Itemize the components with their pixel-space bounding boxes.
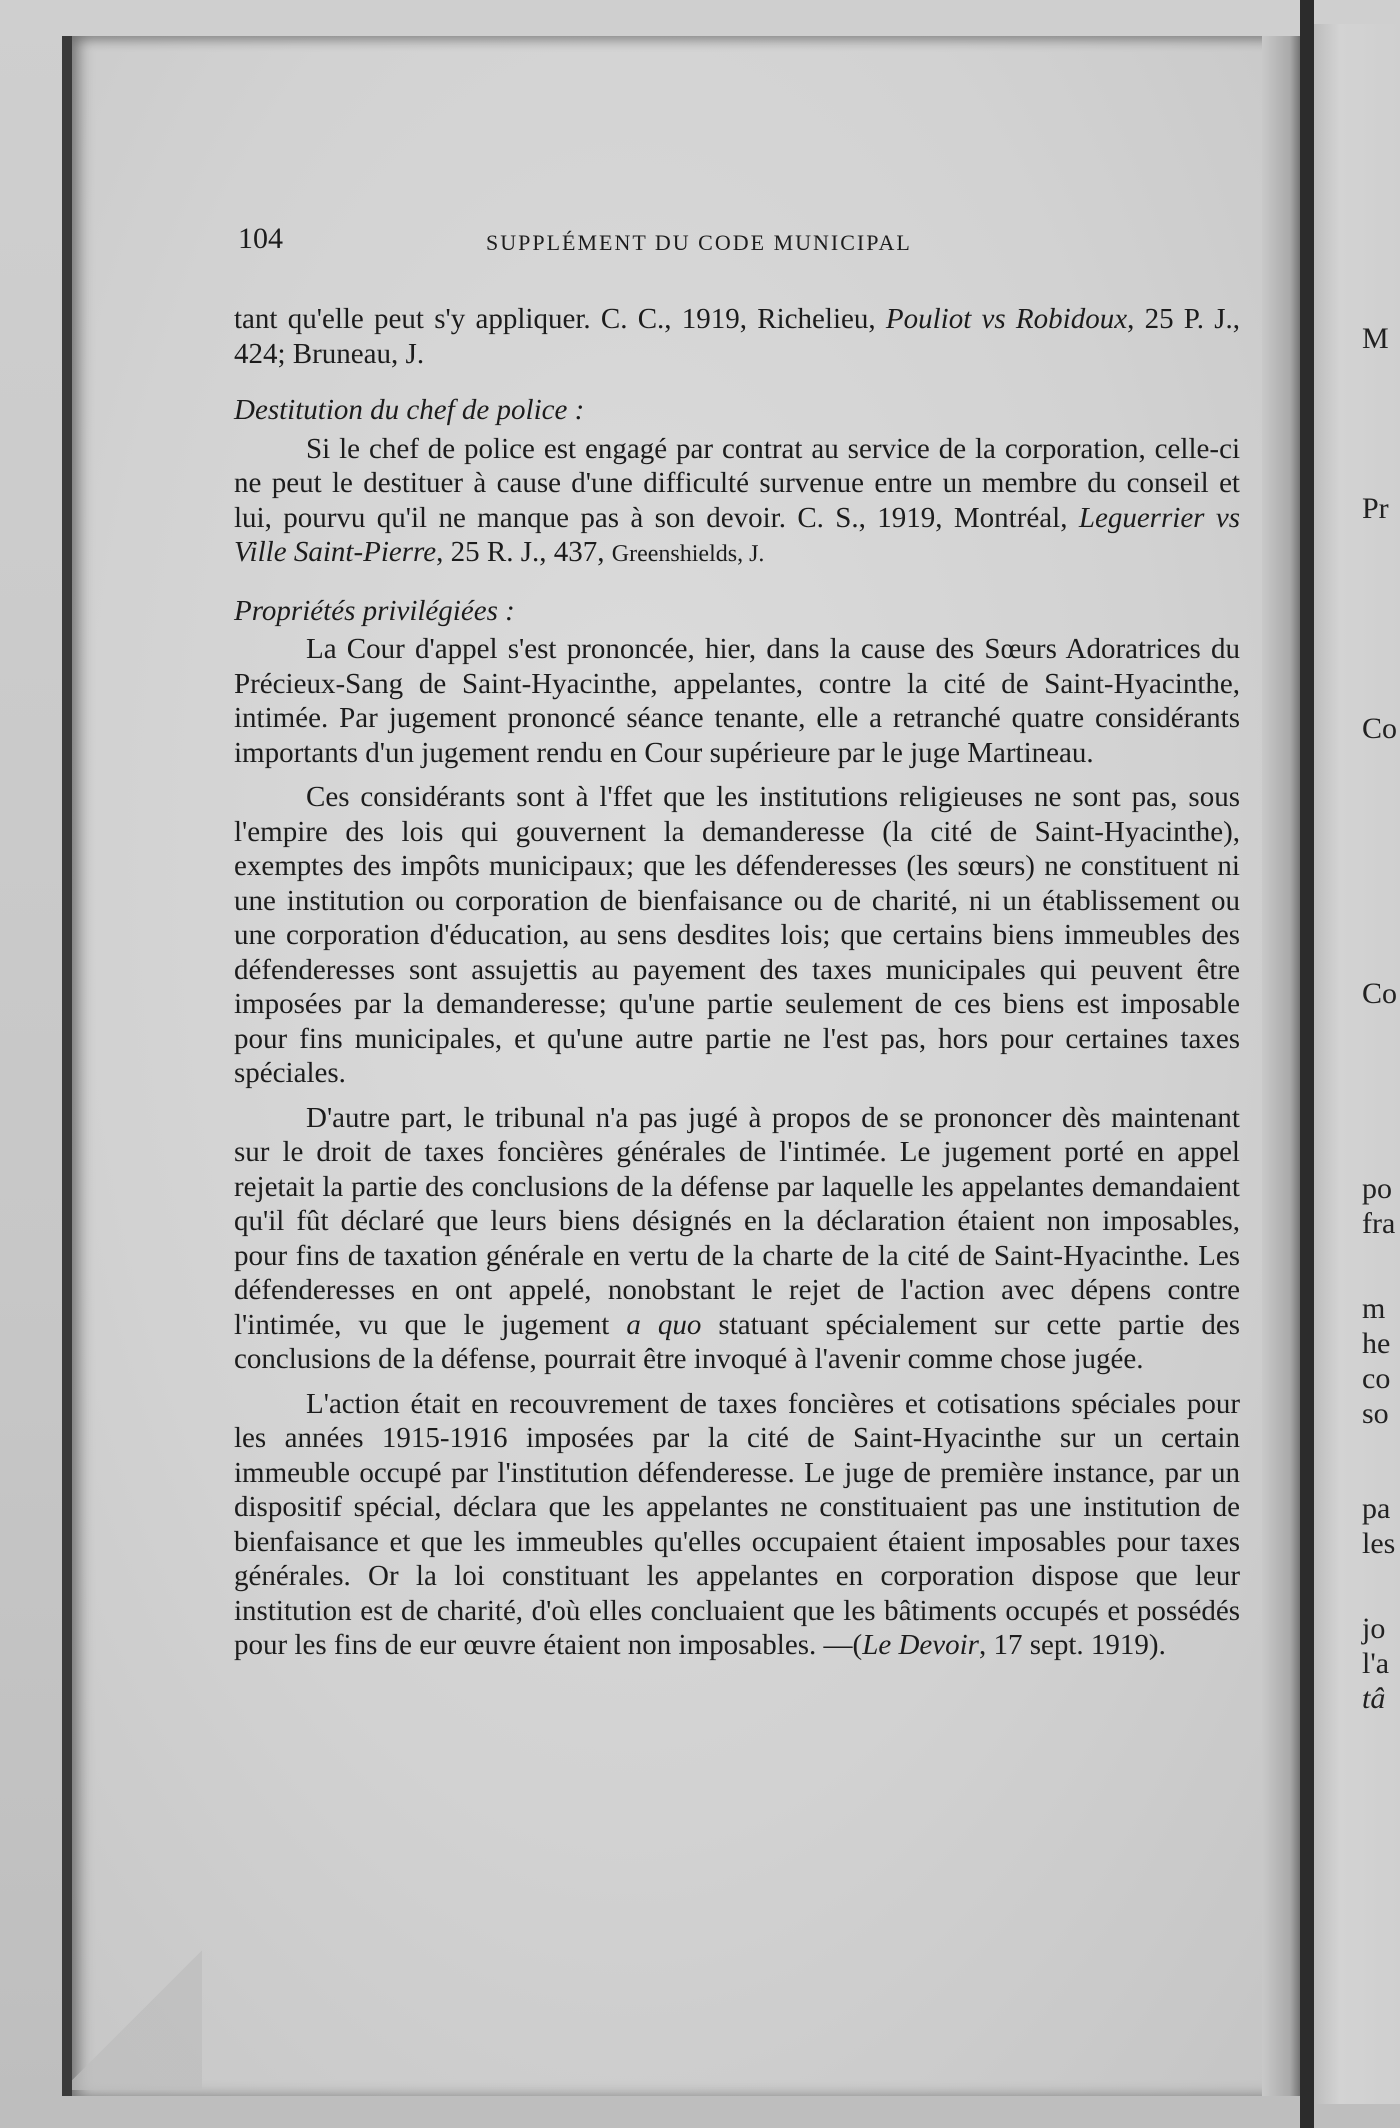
adjacent-page: [1314, 24, 1400, 2104]
judge-name: Greenshields, J.: [611, 541, 765, 567]
source-name: Le Devoir: [862, 1629, 979, 1661]
adjacent-fragment: Co: [1362, 712, 1398, 745]
running-head: [238, 222, 1238, 262]
case-name: Pouliot vs Robidoux: [885, 303, 1128, 335]
section-heading-proprietes: Propriétés privilégiées :: [234, 594, 515, 627]
proprietes-paragraph-1: La Cour d'appel s'est prononcée, hier, dans la cause des Sœurs Adoratrices du Précieux-Sang de Saint-Hyacinthe, appelantes, contre la cité de Saint-Hyacinthe, intimée. Par jugement prononcé séance tenante, elle a retranché quatre considérants importants d'un jugement rendu en Cour supérieure par le juge Martineau.: [234, 633, 1240, 769]
case-name: Leguerrier vs Ville Saint-Pierre: [234, 501, 1240, 568]
intro-paragraph: tant qu'elle peut s'y appliquer. C. C., 1919, Richelieu, Pouliot vs Robidoux, 25 P. J., 424; Bruneau, J.: [234, 303, 1240, 370]
adjacent-fragment: jo: [1362, 1612, 1386, 1645]
adjacent-fragment: tâ: [1362, 1682, 1386, 1715]
adjacent-fragment: co: [1362, 1362, 1391, 1395]
body-text: [234, 302, 1240, 1663]
proprietes-paragraph-3: D'autre part, le tribunal n'a pas jugé à propos de se prononcer dès maintenant sur le droit de taxes foncières générales de l'intimée. Le jugement porté en appel rejetait la partie des conclusions de la défense par laquelle les appelantes demandaient qu'il fût déclaré que leurs biens désignés en la déclaration étaient non imposables, pour fins de taxation générale en vertu de la charte de la cité de Saint-Hyacinthe. Les défenderesses en ont appelé, nonobstant le rejet de l'action avec dépens contre l'intimée, vu que le jugement a quo statuant spécialement sur cette partie des conclusions de la défense, pourrait être invoqué à l'avenir comme chose jugée.: [234, 1101, 1241, 1375]
adjacent-fragment: pa: [1362, 1492, 1391, 1525]
adjacent-fragment: fra: [1362, 1207, 1396, 1240]
latin-term: a quo: [626, 1308, 702, 1341]
proprietes-paragraph-4: L'action était en recouvrement de taxes foncières et cotisations spéciales pour les années 1915-1916 imposées par la cité de Saint-Hyacinthe sur un certain immeuble occupé par l'institution défenderesse. Le juge de première instance, par un dispositif spécial, déclara que les appelantes ne constituaient pas une institution de bienfaisance et que les immeubles qu'elles occupaient étaient imposables pour taxes générales. Or la loi constituant les appelantes en corporation dispose que leur institution est de charité, d'où elles concluaient que les bâtiments occupés et possédés pour les fins de eur œuvre étaient non imposables. —(Le Devoir, 17 sept. 1919).: [234, 1387, 1240, 1661]
adjacent-fragment: Co: [1362, 977, 1398, 1010]
adjacent-fragment: so: [1362, 1397, 1389, 1430]
adjacent-fragment: m: [1362, 1292, 1386, 1325]
page-number: 104: [238, 222, 283, 255]
adjacent-fragment: Pr: [1362, 492, 1389, 525]
adjacent-fragment: l'a: [1362, 1647, 1390, 1680]
adjacent-fragment: po: [1362, 1172, 1392, 1205]
running-title: SUPPLÉMENT DU CODE MUNICIPAL: [486, 230, 912, 255]
proprietes-paragraph-2: Ces considérants sont à l'ffet que les institutions religieuses ne sont pas, sous l'empire des lois qui gouvernent la demanderesse (la cité de Saint-Hyacinthe), exemptes des impôts municipaux; que les défenderesses (les sœurs) ne constituent ni une institution ou corporation de bienfaisance ou de charité, ni un établissement ou une corporation d'éducation, au sens desdites lois; que certains biens immeubles des défenderesses sont assujettis au payement des taxes municipales qui peuvent être imposées par la demanderesse; qu'une partie seulement de ces biens est imposable pour fins municipales, et qu'une autre partie ne l'est pas, hors pour certaines taxes spéciales.: [234, 781, 1240, 1089]
adjacent-fragment: he: [1362, 1327, 1391, 1360]
adjacent-fragment: les: [1362, 1527, 1396, 1560]
section-heading-destitution: Destitution du chef de police :: [234, 394, 585, 426]
destitution-paragraph: Si le chef de police est engagé par contrat au service de la corporation, celle-ci ne peut le destituer à cause d'une difficulté survenue entre un membre du conseil et lui, pourvu qu'il ne manque pas à son devoir. C. S., 1919, Montréal, Leguerrier vs Ville Saint-Pierre, 25 R. J., 437, Greenshields, J.: [234, 432, 1240, 568]
book-gutter: [1300, 0, 1314, 2128]
adjacent-fragment: M: [1362, 322, 1389, 355]
page-corner: [72, 1940, 202, 2090]
page-edge: [1262, 36, 1302, 2096]
